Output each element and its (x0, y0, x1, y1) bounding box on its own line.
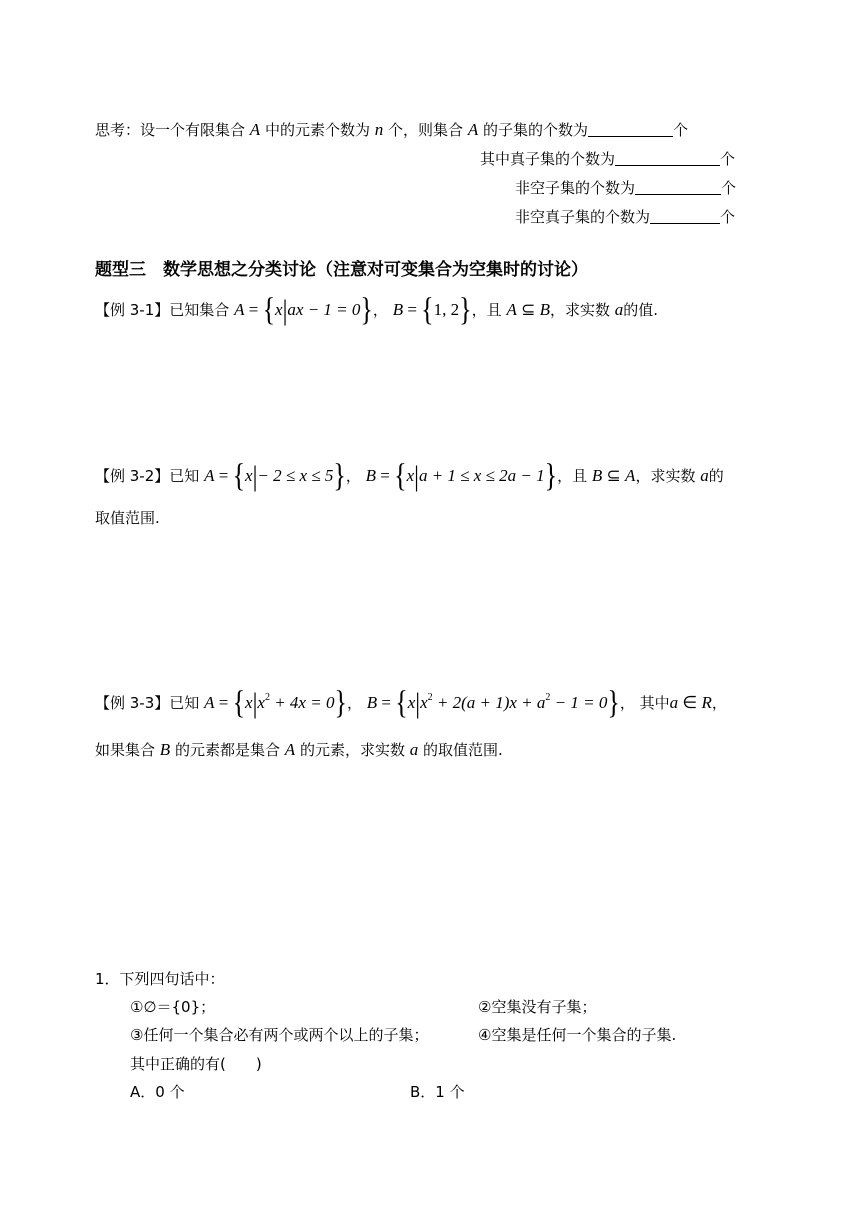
answer-blank[interactable] (588, 121, 673, 137)
answer-blank[interactable] (615, 150, 720, 166)
question-1-ask: 其中正确的有( ) (130, 1055, 262, 1073)
example-3-2: 【例 3-2】已知 A = {x|− 2 ≤ x ≤ 5}， B = {x|a + 1 ≤ x ≤ 2a − 1}，且 B ⊆ A，求实数 a的 (95, 457, 724, 494)
option-b[interactable]: B．1 个 (410, 1083, 465, 1101)
option-a[interactable]: A．0 个 (130, 1083, 185, 1101)
answer-blank[interactable] (635, 179, 721, 195)
statement-2: ②空集没有子集； (478, 998, 597, 1016)
answer-blank[interactable] (650, 208, 720, 224)
example-3-3-line-2: 如果集合 B 的元素都是集合 A 的元素，求实数 a 的取值范围. (95, 740, 503, 759)
question-1-stem: 1．下列四句话中： (95, 970, 225, 988)
example-3-3: 【例 3-3】已知 $A = \{x|x^2 + 4x = 0\}$， $B = \{x|x^2 + 2(a + 1)x + a^2 - 1 = 0\}$， 其中a ∈ R， (95, 684, 727, 721)
statement-3: ③任何一个集合必有两个或两个以上的子集； (130, 1026, 429, 1044)
example-3-2-line-2: 取值范围. (95, 509, 160, 527)
example-3-1: 【例 3-1】已知集合 A = {x|ax − 1 = 0}， B = {1, 2}，且 A ⊆ B，求实数 a的值. (95, 291, 659, 328)
think-line-1: 思考：设一个有限集合 A 中的元素个数为 n 个，则集合 A 的子集的个数为 个 (95, 120, 689, 139)
think-line-3: 非空子集的个数为 个 (515, 179, 737, 197)
think-line-4: 非空真子集的个数为 个 (515, 208, 736, 226)
statement-1: ①∅＝{0}； (130, 998, 216, 1016)
section-title: 题型三 数学思想之分类讨论（注意对可变集合为空集时的讨论） (95, 260, 588, 280)
think-line-2: 其中真子集的个数为 个 (480, 150, 736, 168)
statement-4: ④空集是任何一个集合的子集. (478, 1026, 677, 1044)
